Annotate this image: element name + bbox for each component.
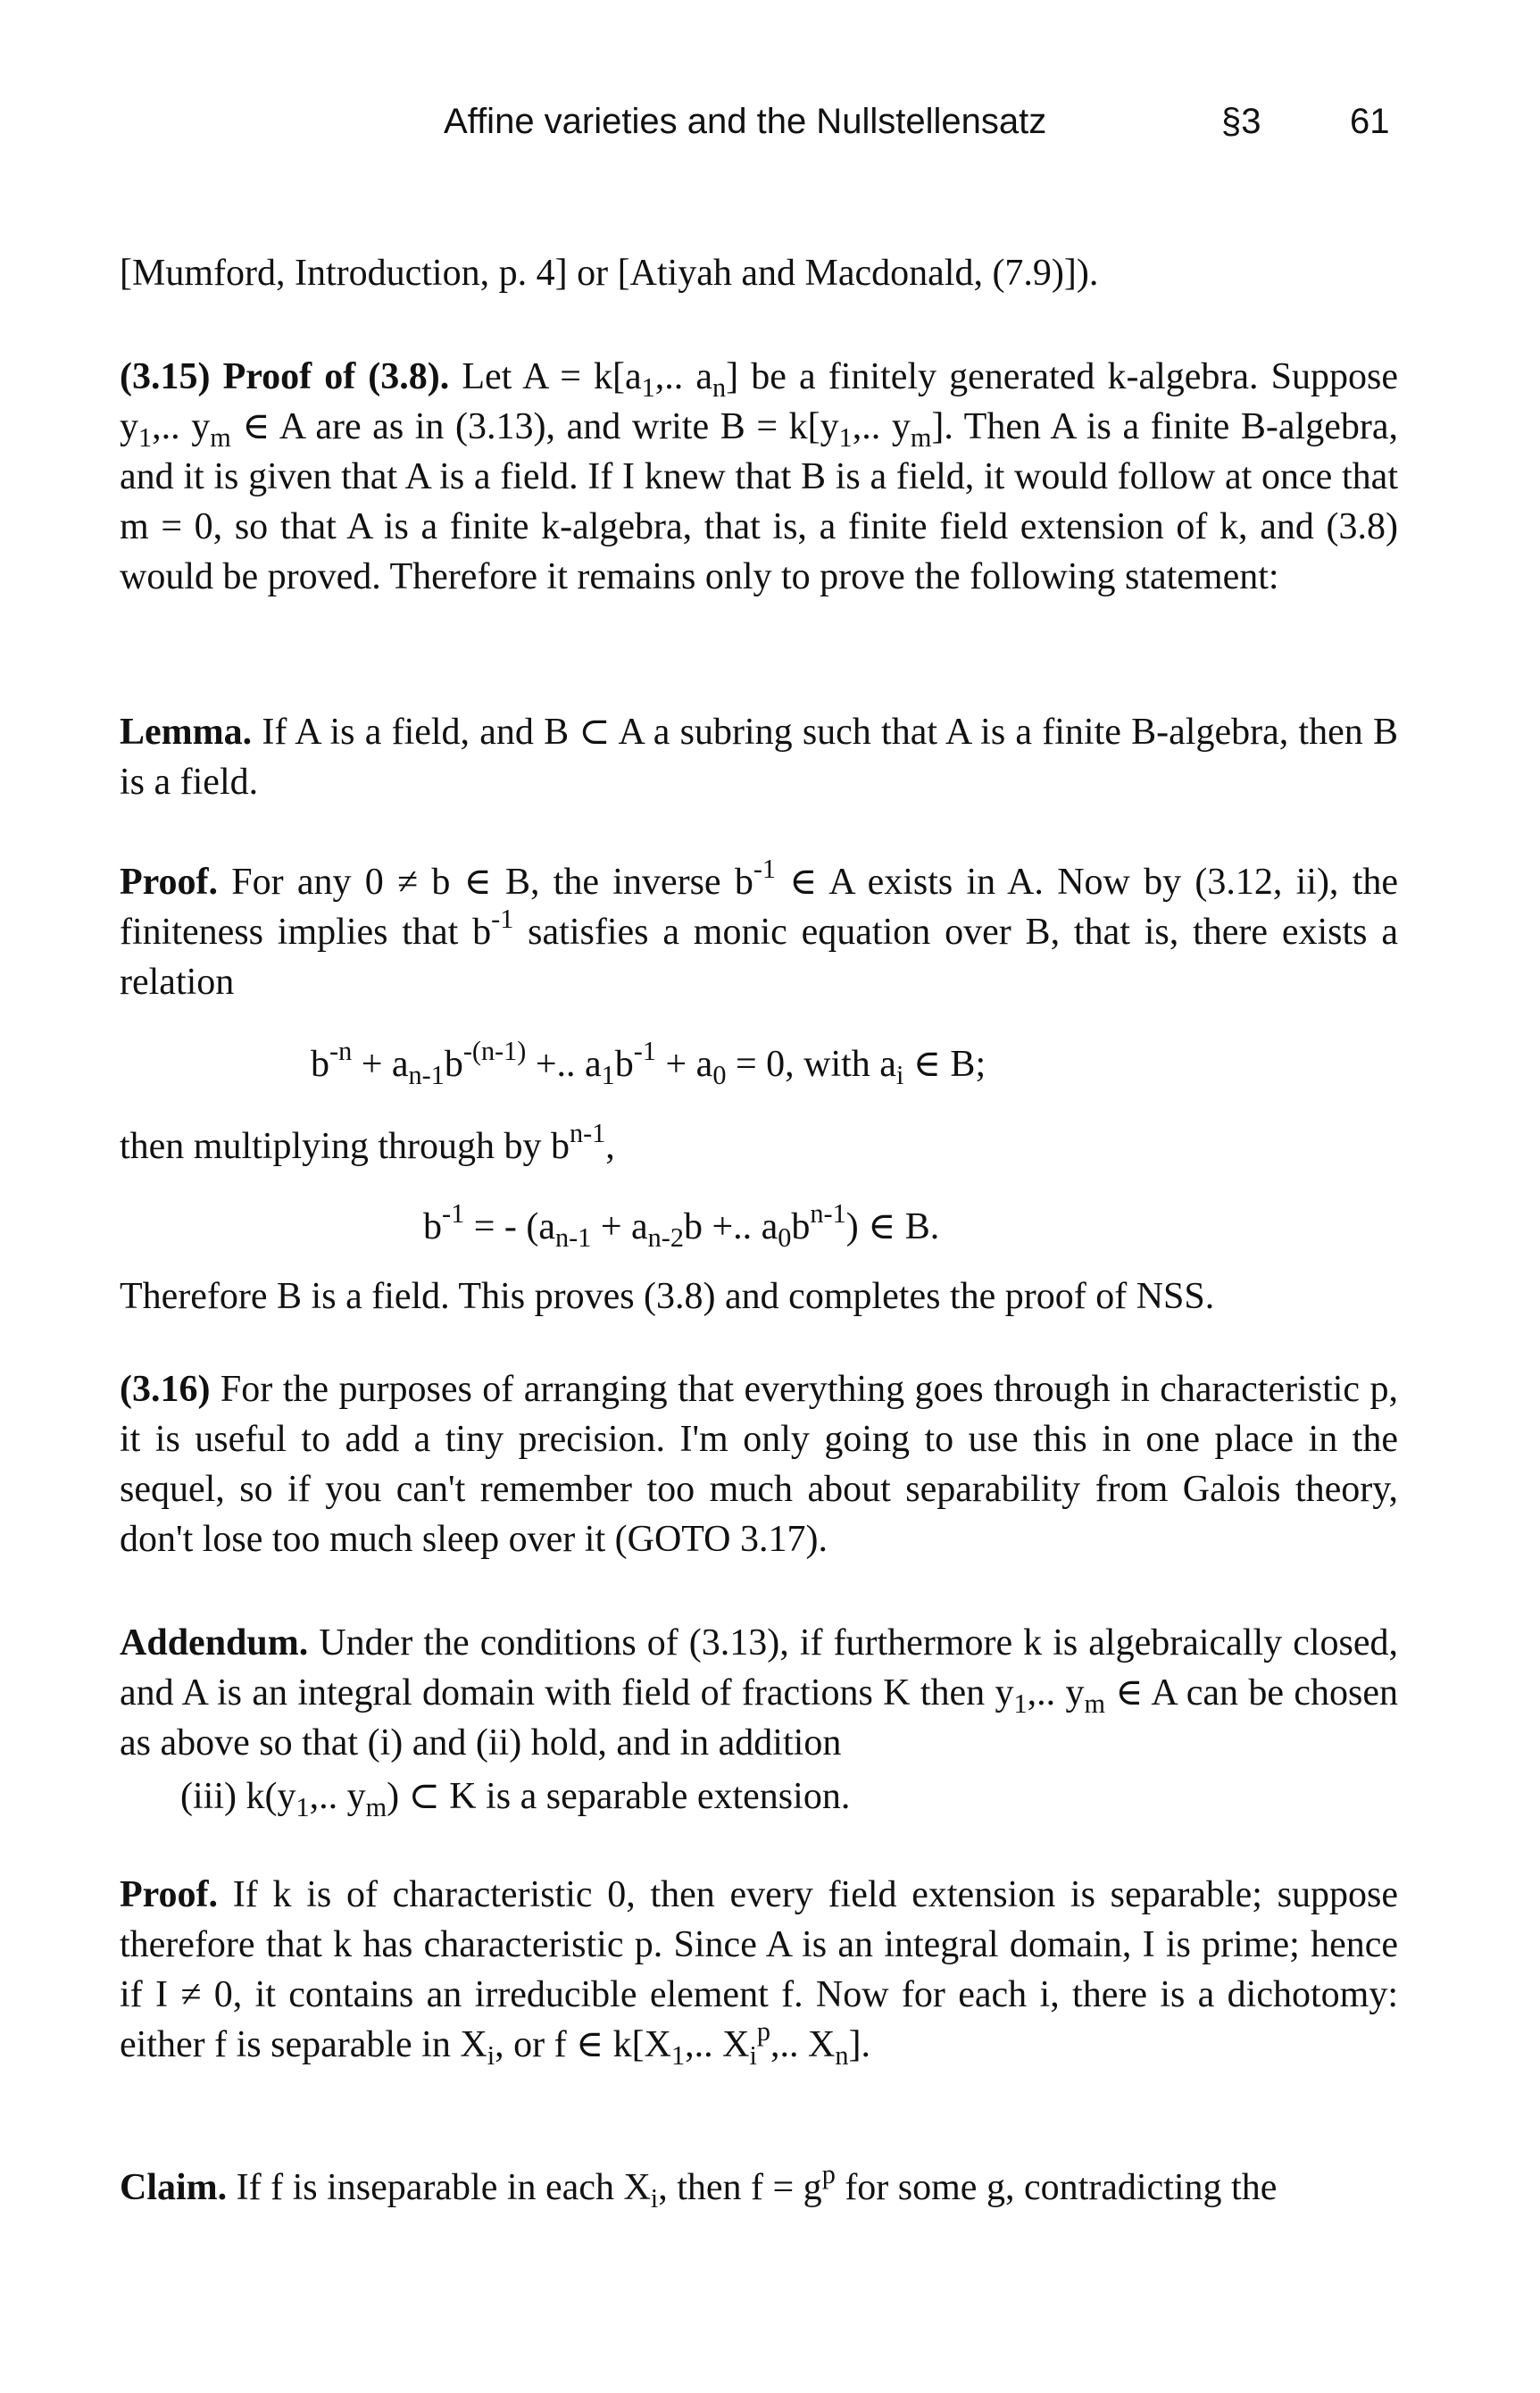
reference-line: [Mumford, Introduction, p. 4] or [Atiyah and Macdonald, (7.9)]). — [120, 253, 1099, 294]
proof-label: Proof. — [120, 1874, 219, 1915]
section-marker: §3 — [1221, 102, 1261, 141]
paragraph-label: (3.15) Proof of (3.8). — [120, 356, 450, 397]
running-header-title: Affine varieties and the Nullstellensatz — [444, 102, 1047, 141]
paragraph-3-16: (3.16) For the purposes of arranging that everything goes through in characteristic p, it is useful to add a tiny precision. I'm only going to use this in one place in the sequel, so if you can't remember too much about separability from Galois theory, don't lose too much sleep over it (GOTO 3.17). — [120, 1369, 1398, 1560]
addendum-label: Addendum. — [120, 1622, 309, 1663]
lemma-paragraph: Lemma. If A is a field, and B ⊂ A a subring such that A is a finite B-algebra, then B is a field. — [120, 712, 1398, 803]
inverse-equation: $b^{-1}$ = - ($a_{n-1} + a_{n-2}b$ +.. $a_0b^{n-1}$) ∈ B. — [423, 1197, 940, 1254]
monic-relation-equation: $b^{-n} + a_{n-1}b^{-(n-1)}$ +.. $a_1b^{-1} + a_0 = 0$, with $a_i$ ∈ B; — [311, 1035, 986, 1091]
claim-label: Claim. — [120, 2167, 228, 2208]
addendum-paragraph: Addendum. Under the conditions of (3.13), if furthermore k is algebraically closed, and A is an integral domain with field of fractions K then $y_1$,.. $y_m$ ∈ A can be chosen as above so that (i) and (ii) hold, and in addition — [120, 1622, 1399, 1763]
proof-label: Proof. — [120, 862, 219, 903]
paragraph-3-15: (3.15) Proof of (3.8). Let $A = k[a_1$,.. $a_n$] be a finitely generated k-algebra. Suppose $y_1$,.. $y_m$ ∈ A are as in (3.13), and write $B = k[y_1$,.. $y_m$]. Then A is a finite B-algebra, and it is given that A is a field. If I knew that B is a field, it would follow at once that m = 0, so that A is a finite k-algebra, that is, a finite field extension of k, and (3.8) would be proved. Therefore it remains only to prove the following statement: — [120, 356, 1398, 597]
proof-paragraph: Proof. For any 0 ≠ b ∈ B, the inverse $b^{-1}$ ∈ A exists in A. Now by (3.12, ii), the finiteness implies that $b^{-1}$ satisfies a monic equation over B, that is, there exists a relation — [120, 853, 1399, 1003]
claim-paragraph: Claim. If f is inseparable in each $X_i$, then $f = g^p$ for some g, contradicting the — [120, 2158, 1278, 2214]
paragraph-label: (3.16) — [120, 1369, 211, 1410]
lemma-label: Lemma. — [120, 712, 253, 753]
multiplying-line: then multiplying through by $b^{n-1}$, — [120, 1117, 615, 1167]
proof-paragraph-2: Proof. If k is of characteristic 0, then every field extension is separable; suppose therefore that k has characteristic p. Since A is an integral domain, I is prime; hence if I ≠ 0, it contains an irreducible element f. Now for each i, there is a dichotomy: either f is separable in $X_i$, or f ∈ $k[X_1$,.. $X_i^p$,.. $X_n$]. — [120, 1874, 1398, 2072]
page-number: 61 — [1350, 102, 1390, 141]
addendum-condition-iii: (iii) $k(y_1$,.. $y_m$) ⊂ K is a separable extension. — [180, 1776, 851, 1823]
conclusion-line: Therefore B is a field. This proves (3.8) and completes the proof of NSS. — [120, 1276, 1215, 1317]
